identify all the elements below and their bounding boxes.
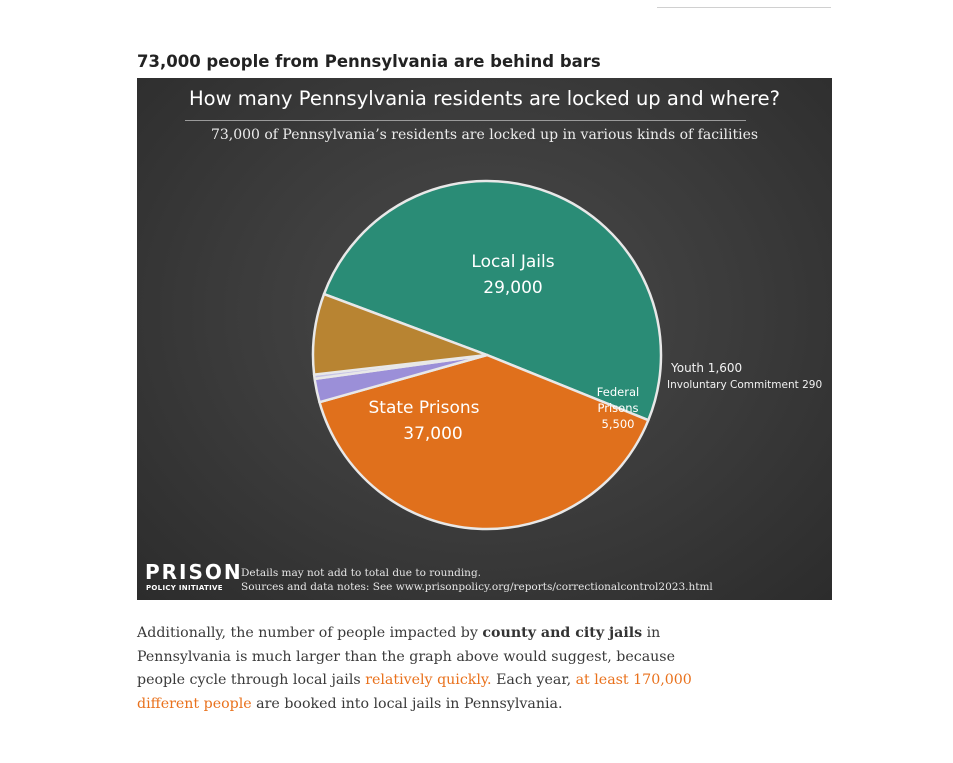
- link-different-people[interactable]: at least 170,000 different people: [137, 672, 692, 712]
- body-bold-jails: county and city jails: [482, 625, 643, 641]
- chart-panel: [137, 78, 832, 600]
- brand-logo-subtitle: POLICY INITIATIVE: [146, 584, 223, 592]
- chart-note-sources: Sources and data notes: See www.prisonpolicy.org/reports/correctionalcontrol2023.html: [241, 581, 713, 593]
- chart-subtitle: 73,000 of Pennsylvania’s residents are locked up in various kinds of facilities: [210, 127, 759, 143]
- label-local-jails: Local Jails: [471, 252, 555, 272]
- body-paragraph: [137, 622, 697, 716]
- value-federal-prisons: 5,500: [601, 417, 635, 431]
- chart-title: How many Pennsylvania residents are locked up and where?: [188, 87, 781, 110]
- body-text-1: Additionally, the number of people impacted by: [137, 625, 483, 641]
- label-federal-prisons-line2: Prisons: [597, 401, 639, 415]
- body-text-3: Each year,: [491, 672, 576, 688]
- value-local-jails: 29,000: [483, 278, 543, 298]
- value-state-prisons: 37,000: [403, 424, 463, 444]
- label-federal-prisons-line1: Federal: [596, 385, 640, 399]
- label-youth: Youth 1,600: [671, 361, 743, 375]
- top-divider: [657, 7, 831, 8]
- chart-note-rounding: Details may not add to total due to rounding.: [241, 567, 481, 579]
- section-heading: 73,000 people from Pennsylvania are behind bars: [137, 52, 601, 71]
- body-text-4: are booked into local jails in Pennsylvania.: [251, 695, 563, 712]
- brand-logo-name: PRISON: [145, 560, 243, 584]
- pie-chart: [137, 78, 832, 600]
- body-text-2: in Pennsylvania is much larger than the graph above would suggest, because people cycle through local jails: [137, 625, 675, 688]
- link-relatively-quickly[interactable]: relatively quickly.: [365, 672, 492, 688]
- label-involuntary-commitment: Involuntary Commitment 290: [667, 379, 823, 391]
- label-state-prisons: State Prisons: [368, 398, 480, 418]
